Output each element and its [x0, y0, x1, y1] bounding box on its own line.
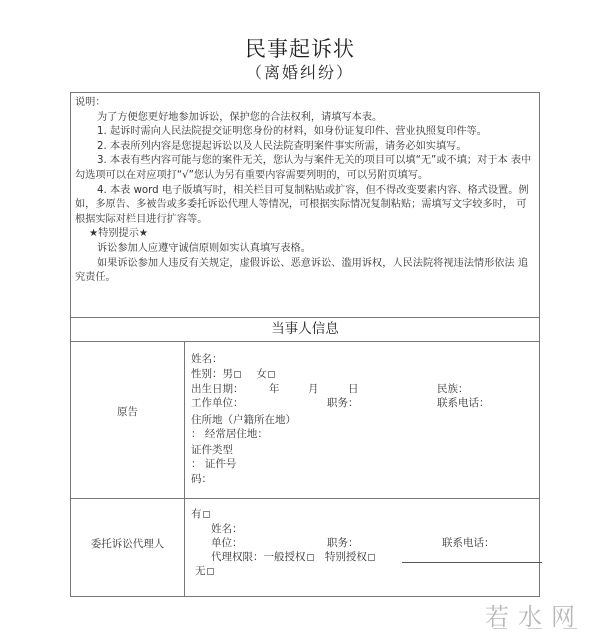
special-notice-heading: ★特别提示★ — [89, 228, 149, 240]
special-authority-checkbox[interactable] — [368, 554, 375, 561]
instruction-item: 2. 本表所列内容是您提起诉讼以及人民法院查明案件事实所需，请务必如实填写。 — [97, 140, 467, 152]
document-title: 民事起诉状 — [245, 37, 355, 61]
plaintiff-label: 原告 — [117, 406, 138, 418]
gender-label: 性别： — [191, 368, 223, 380]
general-authority-label: 一般授权 — [263, 551, 306, 563]
agent-yes-option — [191, 507, 210, 522]
complaint-form — [70, 92, 540, 597]
agent-label: 委托诉讼代理人 — [90, 538, 165, 550]
party-info-heading: 当事人信息 — [271, 321, 339, 337]
agent-name-label: 姓名： — [211, 523, 243, 535]
instruction-item: 3. 本表有些内容可能与您的案件无关，您认为与案件无关的项目可以填“无”或不填；对于本 表中勾选项可以在对应项打“√”您认为另有重要内容需要列明的，可以另附页填写。 — [75, 155, 532, 181]
instruction-item: 1. 起诉时需向人民法院提交证明您身份的材料，如身份证复印件、营业执照复印件等。 — [97, 126, 487, 138]
agent-unit-label: 单位： — [211, 537, 243, 549]
plaintiff-gender-field — [191, 367, 275, 382]
agent-no-label: 无 — [195, 565, 206, 577]
watermark-underline — [528, 628, 542, 629]
divider — [71, 498, 539, 499]
plaintiff-name-label: 姓名： — [191, 353, 223, 365]
day-label: 日 — [348, 383, 359, 395]
document-subtitle: （离婚纠纷） — [245, 63, 354, 82]
phone-label: 联系电话： — [437, 397, 490, 409]
instruction-item: 4. 本表 word 电子版填写时，相关栏目可复制粘贴或扩容，但不得改变要素内容、格式设置。例 如，多原告、多被告或多委托诉讼代理人等情况，可根据实际情况复制粘贴；需填写文字较多时， 可根据实际对栏目进行扩容等。 — [75, 184, 529, 225]
instructions-section — [75, 96, 535, 286]
authority-label: 代理权限： — [211, 551, 264, 563]
special-notice-item: 如果诉讼参加人违反有关规定，虚假诉讼、恶意诉讼、滥用诉权，人民法院将视违法情形依法 追究责任。 — [75, 257, 529, 284]
gender-male-checkbox[interactable] — [234, 371, 241, 378]
ethnicity-label: 民族： — [437, 383, 469, 395]
domicile-label: 住所地（户籍所在地） — [191, 414, 296, 426]
instructions-heading: 说明： — [75, 97, 106, 108]
id-number-label: ： 证件号 — [191, 458, 237, 470]
gender-female-label: 女 — [256, 368, 267, 380]
year-label: 年 — [269, 383, 280, 395]
general-authority-checkbox[interactable] — [307, 554, 314, 561]
agent-fields — [191, 507, 536, 592]
special-authority-label: 特别授权 — [324, 551, 367, 563]
agent-yes-checkbox[interactable] — [203, 511, 210, 518]
gender-male-label: 男 — [222, 368, 233, 380]
agent-authority-field — [211, 550, 375, 565]
agent-no-option — [195, 564, 214, 579]
position-label: 职务： — [327, 397, 359, 409]
watermark-underline — [493, 628, 507, 629]
agent-phone-label: 联系电话： — [442, 537, 495, 549]
id-type-label: 证件类型 — [191, 444, 233, 456]
plaintiff-fields — [191, 352, 536, 497]
agent-no-checkbox[interactable] — [207, 568, 214, 575]
agent-yes-label: 有 — [191, 508, 202, 520]
instructions-intro: 为了方便您更好地参加诉讼，保护您的合法权利，请填写本表。 — [97, 111, 383, 123]
watermark-underline — [563, 628, 577, 629]
month-label: 月 — [308, 383, 319, 395]
watermark-logo: 若水网 — [485, 603, 584, 631]
birth-date-label: 出生日期： — [191, 383, 244, 395]
column-divider — [184, 341, 185, 597]
id-number-label-cont: 码： — [191, 473, 212, 485]
special-authority-blank[interactable] — [402, 562, 542, 563]
gender-female-checkbox[interactable] — [268, 371, 275, 378]
residence-label: ： 经常居住地： — [191, 428, 268, 440]
divider — [71, 341, 539, 342]
agent-position-label: 职务： — [327, 537, 359, 549]
work-unit-label: 工作单位： — [191, 397, 244, 409]
special-notice-item: 诉讼参加人应遵守诚信原则如实认真填写表格。 — [97, 242, 311, 254]
